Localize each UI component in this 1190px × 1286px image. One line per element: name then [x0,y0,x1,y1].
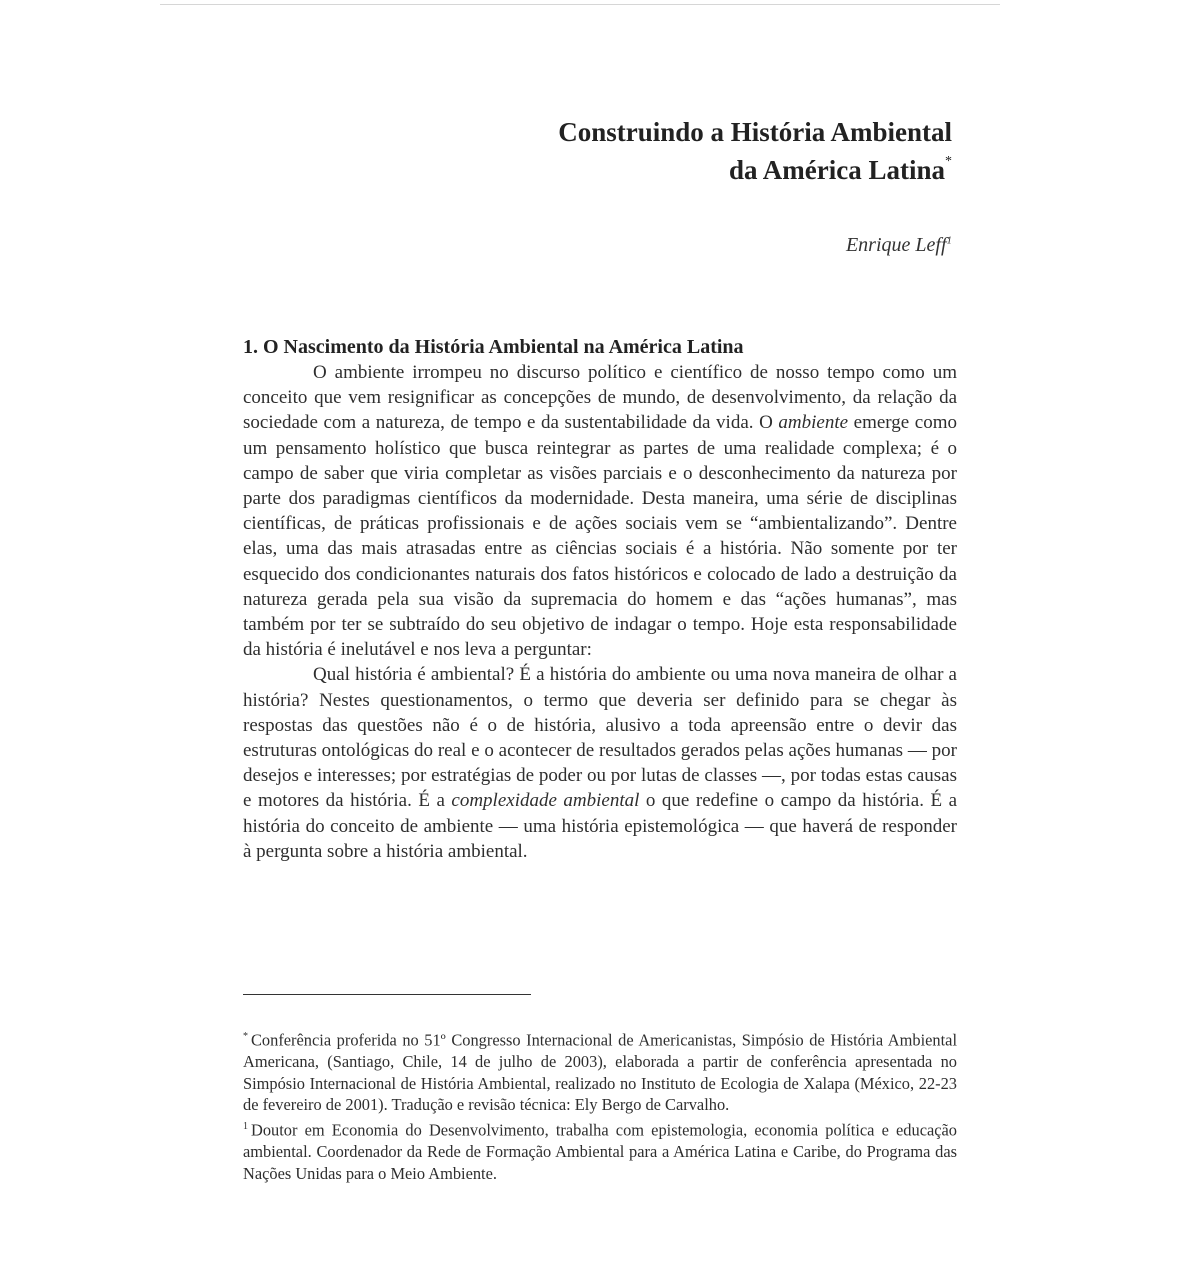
paragraph-1-part-a: O ambiente irrompeu no discurso político e científico de nosso tempo como um conceito que vem resignificar as concepções de mundo, de desenvolvimento, da relação da sociedade com a natureza, de tempo e da sustentabilidade da vida. O [243,362,957,434]
scan-top-edge-line [160,4,1000,5]
footnote-2-text: Doutor em Economia do Desenvolvimento, trabalha com epistemologia, economia política e educação ambiental. Coordenador da Rede de Formação Ambiental para a América Latina e Caribe, do Programa das Nações Unidas para o Meio Ambiente. [243,1120,957,1183]
author-byline [846,234,952,257]
footnote-2-marker: 1 [243,1120,248,1132]
section-heading: 1. O Nascimento da História Ambiental na América Latina [243,336,744,358]
paragraph-1-emphasis: ambiente [778,412,849,434]
paragraph-2 [243,662,957,864]
footnote-1-text: Conferência proferida no 51º Congresso Internacional de Americanistas, Simpósio de História Ambiental Americana, (Santiago, Chile, 14 de julho de 2003), elaborada a partir de conferência apresentada no Simpósio Internacional de História Ambiental, realizado no Instituto de Ecologia de Xalapa (México, 22-23 de fevereiro de 2001). Tradução e revisão técnica: Ely Bergo de Carvalho. [243,1030,957,1115]
title-footnote-marker: * [945,154,952,169]
author-name: Enrique Leff [845,234,947,256]
main-content [243,334,957,864]
footnote-separator [243,994,531,995]
title-line-1: Construindo a História Ambiental [558,117,952,147]
title-line-2 [558,149,952,187]
article-title [558,115,952,187]
paragraph-2-part-a: Qual história é ambiental? É a história do ambiente ou uma nova maneira de olhar a história? Nestes questionamentos, o termo que deveria ser definido para se chegar às respostas das questões não é o de história, alusivo a toda apreensão entre o devir das estruturas ontológicas do real e o acontecer de resultados gerados pelas ações humanas — por desejos e interesses; por estratégias de poder ou por lutas de classes —, por todas estas causas e motores da história. É a [243,664,957,812]
footnotes [243,1026,957,1184]
author-footnote-marker: 1 [946,234,952,247]
paragraph-2-part-b: o que redefine o campo da história. É a história do conceito de ambiente — uma história epistemológica — que haverá de responder à pergunta sobre a história ambiental. [243,790,957,862]
paragraph-2-emphasis: complexidade ambiental [451,790,640,812]
footnote-1 [243,1026,957,1116]
footnote-1-marker: * [243,1031,248,1042]
footnote-2 [243,1116,957,1184]
paragraph-1-part-b: emerge como um pensamento holístico que busca reintegrar as partes de uma realidade complexa; é o campo de saber que viria completar as visões parciais e o desconhecimento da natureza por parte dos paradigmas científicos da modernidade. Desta maneira, uma série de disciplinas científicas, de práticas profissionais e de ações sociais vem se “ambientalizando”. Dentre elas, uma das mais atrasadas entre as ciências sociais é a história. Não somente por ter esquecido dos condicionantes naturais dos fatos históricos e colocado de lado a destruição da natureza gerada pela sua visão da supremacia do homem e das “ações humanas”, mas também por ter se subtraído do seu objetivo de indagar o tempo. Hoje esta responsabilidade da história é inelutável e nos leva a perguntar: [243,412,957,661]
title-line-2-text: da América Latina [729,155,945,185]
paragraph-1 [243,360,957,662]
